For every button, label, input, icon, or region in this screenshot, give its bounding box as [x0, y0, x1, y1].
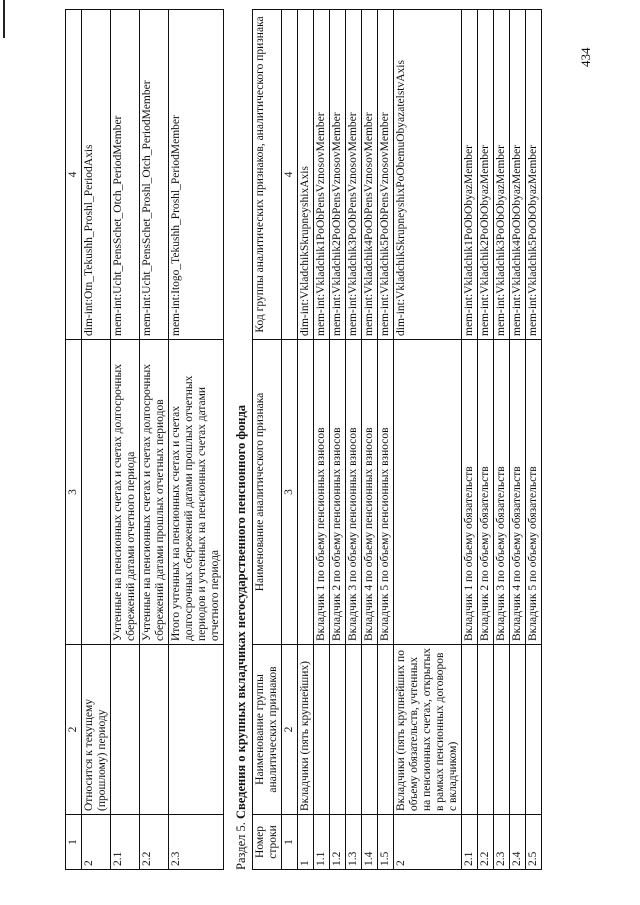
code-cell: mem-int:Vkladchik4PoObPensVznosovMember — [362, 10, 378, 340]
row-number-cell: 1.2 — [330, 815, 346, 870]
attribute-name-cell: Вкладчик 5 по объему обязательств — [526, 340, 542, 645]
row-number-cell: 1.3 — [346, 815, 362, 870]
page-content — [65, 10, 542, 870]
group-name-cell — [462, 645, 478, 815]
group-name-cell — [494, 645, 510, 815]
header-row — [253, 10, 282, 870]
row-number-cell: 2.3 — [494, 815, 510, 870]
col-number: 4 — [282, 10, 298, 340]
row-number-cell: 2.2 — [478, 815, 494, 870]
table-row — [330, 10, 346, 870]
table-row — [298, 10, 314, 870]
code-cell: mem-int:Vkladchik4PoObObyazMember — [510, 10, 526, 340]
table-row — [510, 10, 526, 870]
col-number: 1 — [282, 815, 298, 870]
table-row — [82, 10, 111, 870]
attribute-name-cell: Вкладчик 4 по объему обязательств — [510, 340, 526, 645]
row-number-cell: 2 — [394, 815, 462, 870]
attribute-name-cell: Вкладчик 1 по объему обязательств — [462, 340, 478, 645]
group-name-cell — [378, 645, 394, 815]
attribute-name-cell: Вкладчик 4 по объему пенсионных взносов — [362, 340, 378, 645]
code-cell: mem-int:Itogo_Tekushh_Proshl_PeriodMember — [169, 10, 224, 340]
code-cell: mem-int:Vkladchik1PoObPensVznosovMember — [314, 10, 330, 340]
header-attribute-name: Наименование аналитического признака — [253, 340, 282, 645]
col-number: 3 — [66, 340, 82, 645]
attribute-name-cell: Вкладчик 2 по объему обязательств — [478, 340, 494, 645]
table-row — [169, 10, 224, 870]
row-number-cell: 1 — [298, 815, 314, 870]
attribute-name-cell: Итого учтенных на пенсионных счетах и счетах долгосрочных сбережений датами прошлых отчетных периодов и учтенных на пенсионных счетах датами отчетного периода — [169, 340, 224, 645]
code-cell: mem-int:Ucht_PensSchet_Otch_PeriodMember — [111, 10, 140, 340]
group-name-cell — [362, 645, 378, 815]
attribute-name-cell: Учтенные на пенсионных счетах и счетах долгосрочных сбережений датами отчетного периода — [111, 340, 140, 645]
group-name-cell — [111, 645, 140, 815]
code-cell: dim-int:VkladchikSkrupneyshixPoObemuObyazatelstvAxis — [394, 10, 462, 340]
column-number-row — [282, 10, 298, 870]
group-name-cell — [140, 645, 169, 815]
attribute-name-cell — [394, 340, 462, 645]
section-5-heading: Сведения о крупных вкладчиках негосударственного пенсионного фонда — [234, 404, 248, 820]
table-row — [314, 10, 330, 870]
attribute-name-cell: Вкладчик 2 по объему пенсионных взносов — [330, 340, 346, 645]
attribute-name-cell — [82, 340, 111, 645]
row-number-cell: 2 — [82, 815, 111, 870]
row-number-cell: 1.5 — [378, 815, 394, 870]
table-row — [378, 10, 394, 870]
row-number-cell: 2.3 — [169, 815, 224, 870]
header-code: Код группы аналитических признаков, аналитического признака — [253, 10, 282, 340]
attribute-name-cell: Вкладчик 3 по объему обязательств — [494, 340, 510, 645]
continuation-table — [65, 9, 224, 870]
table-row — [526, 10, 542, 870]
group-name-cell — [478, 645, 494, 815]
page-number: 434 — [578, 47, 593, 67]
attribute-name-cell: Вкладчик 5 по объему пенсионных взносов — [378, 340, 394, 645]
section-5-title — [234, 10, 249, 870]
code-cell: mem-int:Vkladchik1PoObObyazMember — [462, 10, 478, 340]
group-name-cell — [169, 645, 224, 815]
table-row — [140, 10, 169, 870]
group-name-cell — [314, 645, 330, 815]
col-number: 1 — [66, 815, 82, 870]
table-row — [394, 10, 462, 870]
group-name-cell: Вкладчики (пять крупнейших) — [298, 645, 314, 815]
attribute-name-cell — [298, 340, 314, 645]
attribute-name-cell: Учтенные на пенсионных счетах и счетах долгосрочных сбережений датами прошлых отчетных периодов — [140, 340, 169, 645]
column-number-row — [66, 10, 82, 870]
table-row — [462, 10, 478, 870]
group-name-cell — [510, 645, 526, 815]
header-row-number: Номер строки — [253, 815, 282, 870]
code-cell: mem-int:Vkladchik3PoObPensVznosovMember — [346, 10, 362, 340]
table-row — [478, 10, 494, 870]
code-cell: mem-int:Vkladchik2PoObObyazMember — [478, 10, 494, 340]
code-cell: mem-int:Vkladchik2PoObPensVznosovMember — [330, 10, 346, 340]
group-name-cell: Относится к текущему (прошлому) периоду — [82, 645, 111, 815]
attribute-name-cell: Вкладчик 1 по объему пенсионных взносов — [314, 340, 330, 645]
row-number-cell: 1.4 — [362, 815, 378, 870]
row-number-cell: 2.2 — [140, 815, 169, 870]
row-number-cell: 2.4 — [510, 815, 526, 870]
group-name-cell — [346, 645, 362, 815]
code-cell: mem-int:Vkladchik5PoObObyazMember — [526, 10, 542, 340]
attribute-name-cell: Вкладчик 3 по объему пенсионных взносов — [346, 340, 362, 645]
table-row — [111, 10, 140, 870]
code-cell: dim-int:Otn_Tekushh_Proshl_PeriodAxis — [82, 10, 111, 340]
header-group-name: Наименование группы аналитических признаков — [253, 645, 282, 815]
group-name-cell — [526, 645, 542, 815]
col-number: 4 — [66, 10, 82, 340]
code-cell: mem-int:Ucht_PensSchet_Proshl_Otch_PeriodMember — [140, 10, 169, 340]
col-number: 2 — [282, 645, 298, 815]
table-row — [362, 10, 378, 870]
section-5-table — [252, 9, 542, 870]
section-5-prefix: Раздел 5. — [234, 822, 248, 870]
code-cell: mem-int:Vkladchik3PoObObyazMember — [494, 10, 510, 340]
row-number-cell: 1.1 — [314, 815, 330, 870]
col-number: 3 — [282, 340, 298, 645]
table-row — [346, 10, 362, 870]
code-cell: dim-int:VkladchikSkrupneyshixAxis — [298, 10, 314, 340]
group-name-cell — [330, 645, 346, 815]
table-row — [494, 10, 510, 870]
code-cell: mem-int:Vkladchik5PoObPensVznosovMember — [378, 10, 394, 340]
col-number: 2 — [66, 645, 82, 815]
row-number-cell: 2.1 — [462, 815, 478, 870]
row-number-cell: 2.1 — [111, 815, 140, 870]
group-name-cell: Вкладчики (пять крупнейших по объему обязательств, учтенных на пенсионных счетах, открытых в рамках пенсионных договоров с вкладчиком) — [394, 645, 462, 815]
row-number-cell: 2.5 — [526, 815, 542, 870]
